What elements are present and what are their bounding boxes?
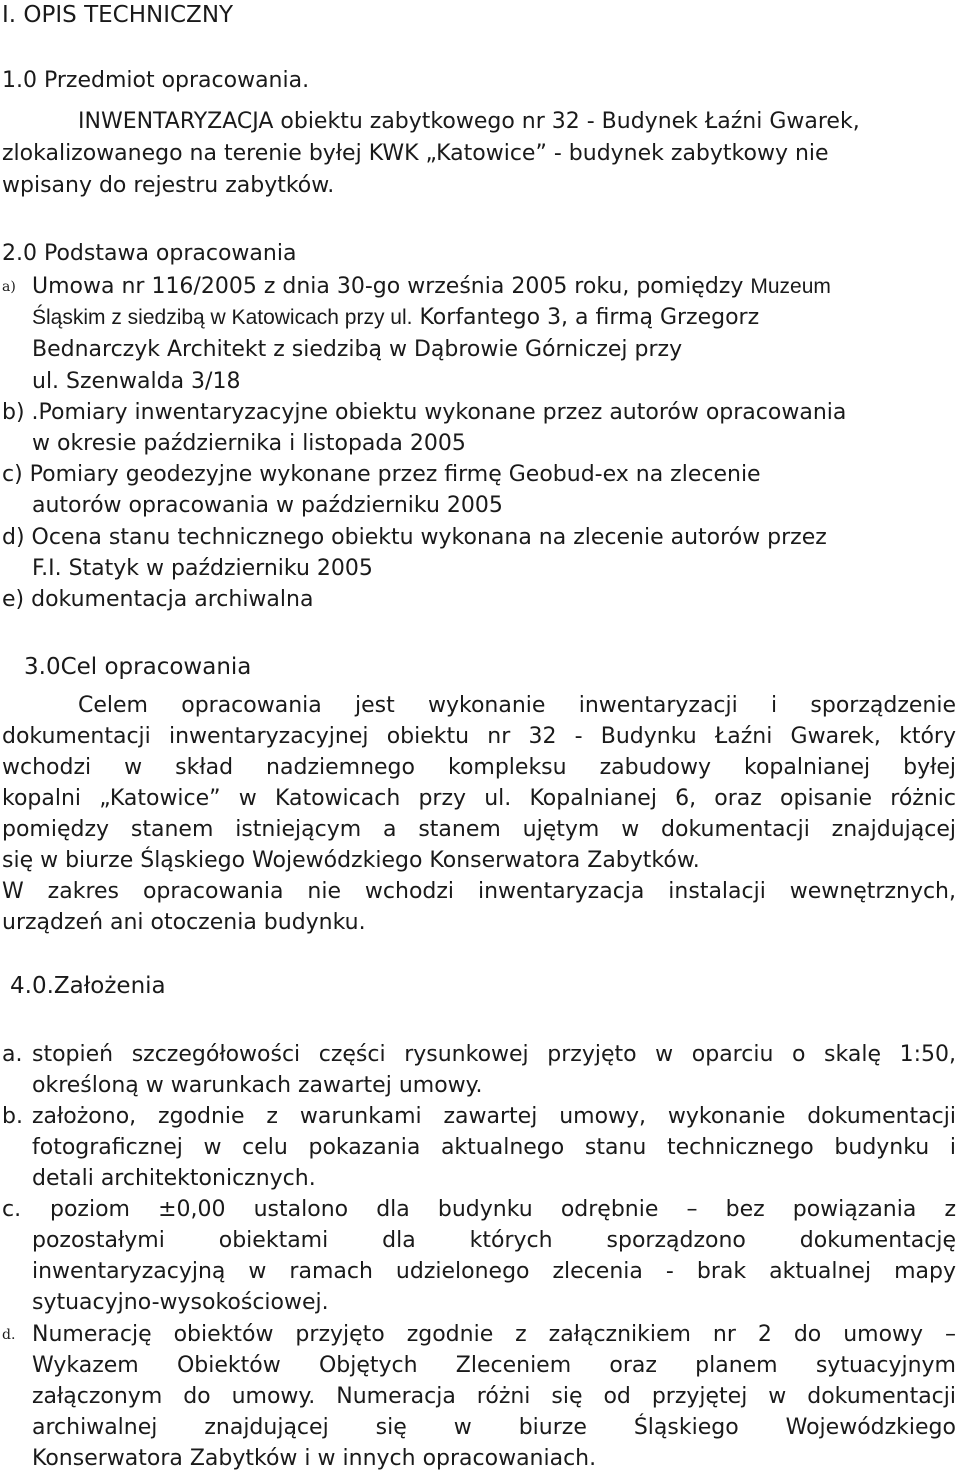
section-3-paragraph-line: się w biurze Śląskiego Wojewódzkiego Konserwatora Zabytków. [2, 848, 700, 873]
list-label-c: c. [2, 1197, 22, 1222]
list-label-d: d. [2, 1327, 16, 1343]
section-3-paragraph-line: pomiędzy stanem istniejącym a stanem ujętym w dokumentacji znajdującej [2, 817, 956, 842]
list-item-a-line: określoną w warunkach zawartej umowy. [32, 1073, 483, 1098]
list-item-a-text-sans: Muzeum [750, 275, 831, 298]
list-item-a-line: Bednarczyk Architekt z siedzibą w Dąbrowie Górniczej przy [32, 337, 683, 362]
list-item-c-line: poziom ±0,00 ustalono dla budynku odrębnie – bez powiązania z [50, 1197, 956, 1222]
list-item-b-line: detali architektonicznych. [32, 1166, 316, 1191]
section-3-paragraph-line: dokumentacji inwentaryzacyjnej obiektu nr 32 - Budynku Łaźni Gwarek, który [2, 724, 956, 749]
section-3-paragraph-line: kopalni „Katowice” w Katowicach przy ul. Kopalnianej 6, oraz opisanie różnic [2, 786, 956, 811]
section-1-paragraph-line: zlokalizowanego na terenie byłej KWK „Katowice” - budynek zabytkowy nie [2, 141, 829, 166]
list-item-c-line: sytuacyjno-wysokościowej. [32, 1290, 329, 1315]
list-item-d-line: F.I. Statyk w październiku 2005 [32, 556, 373, 581]
section-3-paragraph-line: urządzeń ani otoczenia budynku. [2, 910, 366, 935]
section-3-paragraph-line: Celem opracowania jest wykonanie inwentaryzacji i sporządzenie [78, 693, 956, 718]
list-item-d-line: Wykazem Obiektów Objętych Zleceniem oraz planem sytuacyjnym [32, 1353, 956, 1378]
section-3-heading: 3.0Cel opracowania [24, 654, 252, 680]
list-item-a-line: ul. Szenwalda 3/18 [32, 369, 241, 394]
list-item-a-text-sans: Śląskim z siedzibą w Katowicach przy ul. [32, 306, 413, 329]
list-item-b-line: b) .Pomiary inwentaryzacyjne obiektu wykonane przez autorów opracowania [2, 400, 847, 425]
list-item-b-line: założono, zgodnie z warunkami zawartej umowy, wykonanie dokumentacji [32, 1104, 956, 1129]
section-2-heading: 2.0 Podstawa opracowania [2, 241, 297, 266]
document-title: I. OPIS TECHNICZNY [2, 2, 234, 28]
list-label-b: b. [2, 1104, 23, 1129]
list-item-d-line: Konserwatora Zabytków i w innych opracowaniach. [32, 1446, 597, 1471]
list-item-a-text: Korfantego 3, a firmą Grzegorz [412, 305, 760, 330]
list-item-b-line: w okresie października i listopada 2005 [32, 431, 466, 456]
list-item-d-line: d) Ocena stanu technicznego obiektu wykonana na zlecenie autorów przez [2, 525, 827, 550]
section-4-heading: 4.0.Założenia [10, 973, 166, 999]
list-item-a-line [32, 272, 831, 302]
list-label-a: a. [2, 1042, 23, 1067]
section-3-paragraph-line: wchodzi w skład nadziemnego kompleksu zabudowy kopalnianej byłej [2, 755, 956, 780]
list-item-a-line: stopień szczegółowości części rysunkowej przyjęto w oparciu o skalę 1:50, [32, 1042, 956, 1067]
list-item-c-line: autorów opracowania w październiku 2005 [32, 493, 503, 518]
section-1-heading: 1.0 Przedmiot opracowania. [2, 68, 310, 93]
list-item-a-text: Umowa nr 116/2005 z dnia 30-go września 2005 roku, pomiędzy [32, 274, 751, 299]
list-item-d-line: Numerację obiektów przyjęto zgodnie z załącznikiem nr 2 do umowy – [32, 1322, 956, 1347]
list-item-a-line [32, 303, 759, 333]
list-item-c-line: c) Pomiary geodezyjne wykonane przez firmę Geobud-ex na zlecenie [2, 462, 761, 487]
list-label-a: a) [2, 279, 16, 295]
section-1-paragraph-line: wpisany do rejestru zabytków. [2, 173, 335, 198]
list-item-b-line: fotograficznej w celu pokazania aktualnego stanu technicznego budynku i [32, 1135, 956, 1160]
list-item-c-line: pozostałymi obiektami dla których sporządzono dokumentację [32, 1228, 956, 1253]
list-item-c-line: inwentaryzacyjną w ramach udzielonego zlecenia - brak aktualnej mapy [32, 1259, 956, 1284]
section-3-paragraph-line: W zakres opracowania nie wchodzi inwentaryzacja instalacji wewnętrznych, [2, 879, 956, 904]
list-item-d-line: archiwalnej znajdującej się w biurze Śląskiego Wojewódzkiego [32, 1415, 956, 1440]
section-1-paragraph-line: INWENTARYZACJA obiektu zabytkowego nr 32 - Budynek Łaźni Gwarek, [78, 109, 860, 134]
list-item-d-line: załączonym do umowy. Numeracja różni się od przyjętej w dokumentacji [32, 1384, 956, 1409]
list-item-e-line: e) dokumentacja archiwalna [2, 587, 314, 612]
